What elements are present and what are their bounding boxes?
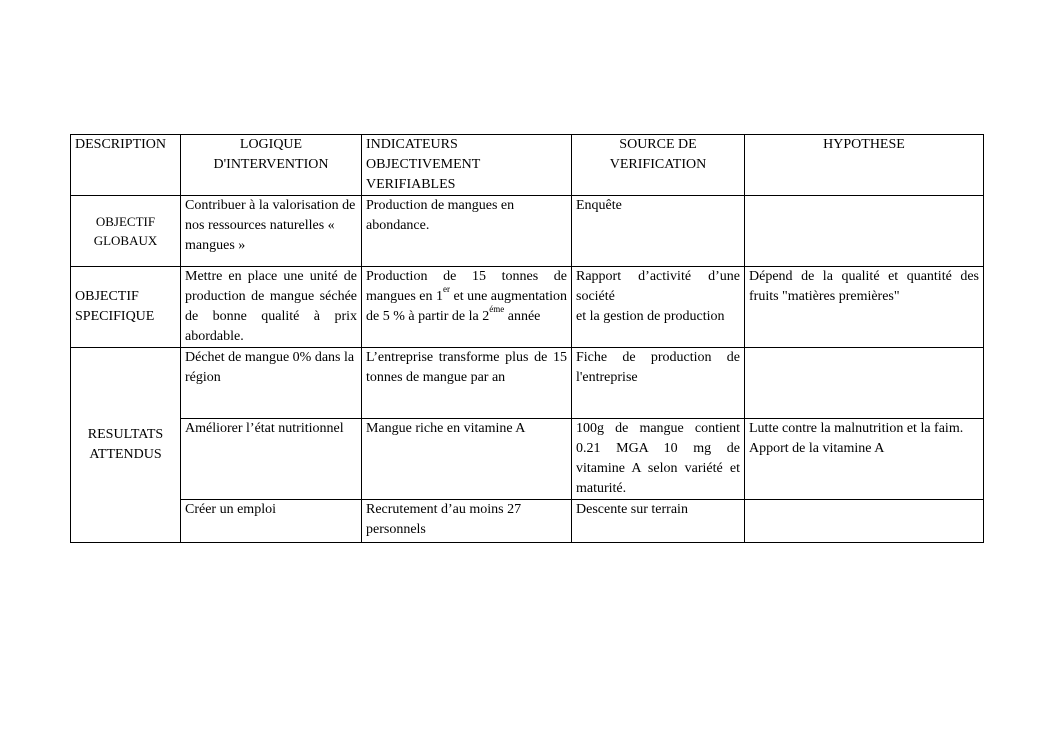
cell-r1-hypothese bbox=[745, 348, 984, 419]
cell-r3-source: Descente sur terrain bbox=[572, 500, 745, 543]
os-indicateurs-part2: et une augmentation de 5 % à partir de la 2 bbox=[366, 289, 568, 324]
row-label-resultats-attendus bbox=[71, 348, 181, 543]
header-source-text: SOURCE DE VERIFICATION bbox=[609, 137, 707, 172]
os-indicateurs-part3: année bbox=[504, 309, 541, 324]
table-row-resultat-3 bbox=[71, 500, 984, 543]
row-label-objectif-specifique-text: OBJECTIF SPECIFIQUE bbox=[75, 289, 155, 324]
header-indicateurs bbox=[362, 135, 572, 196]
table-header-row bbox=[71, 135, 984, 196]
cell-r2-hypothese bbox=[745, 419, 984, 500]
cell-r1-source: Fiche de production de l'entreprise bbox=[572, 348, 745, 419]
table-row-objectif-specifique bbox=[71, 267, 984, 348]
header-description: DESCRIPTION bbox=[71, 135, 181, 196]
os-source-line1: Rapport d’activité d’une société bbox=[576, 269, 740, 304]
row-label-objectif-globaux bbox=[71, 196, 181, 267]
row-label-resultats-text: RESULTATS ATTENDUS bbox=[87, 427, 164, 462]
header-hypothese: HYPOTHESE bbox=[745, 135, 984, 196]
header-logique-intervention bbox=[181, 135, 362, 196]
r2-hypothese-line1: Lutte contre la malnutrition et la faim. bbox=[749, 421, 964, 436]
cell-os-source bbox=[572, 267, 745, 348]
os-indicateurs-part1: Production de 15 tonnes de mangues en 1 bbox=[366, 269, 567, 304]
cell-og-source: Enquête bbox=[572, 196, 745, 267]
row-label-objectif-specifique bbox=[71, 267, 181, 348]
logical-framework-table bbox=[70, 134, 984, 543]
table-row-resultat-2 bbox=[71, 419, 984, 500]
os-indicateurs-sup1: er bbox=[442, 284, 450, 295]
cell-os-hypothese: Dépend de la qualité et quantité des fruits "matières premières" bbox=[745, 267, 984, 348]
cell-os-logique: Mettre en place une unité de production de mangue séchée de bonne qualité à prix abordable. bbox=[181, 267, 362, 348]
os-source-line2: et la gestion de production bbox=[576, 309, 725, 324]
header-logique-text: LOGIQUE D'INTERVENTION bbox=[213, 137, 329, 172]
cell-r2-indicateurs: Mangue riche en vitamine A bbox=[362, 419, 572, 500]
table-row-resultat-1 bbox=[71, 348, 984, 419]
cell-r2-logique: Améliorer l’état nutritionnel bbox=[181, 419, 362, 500]
cell-og-hypothese bbox=[745, 196, 984, 267]
row-label-objectif-globaux-text: OBJECTIF GLOBAUX bbox=[93, 214, 158, 248]
cell-r3-hypothese bbox=[745, 500, 984, 543]
os-indicateurs-sup2: éme bbox=[489, 304, 505, 315]
cell-r3-logique: Créer un emploi bbox=[181, 500, 362, 543]
header-source-verification bbox=[572, 135, 745, 196]
cell-r2-source: 100g de mangue contient 0.21 MGA 10 mg de vitamine A selon variété et maturité. bbox=[572, 419, 745, 500]
cell-og-indicateurs: Production de mangues en abondance. bbox=[362, 196, 572, 267]
table-row-objectif-globaux bbox=[71, 196, 984, 267]
r2-hypothese-line2: Apport de la vitamine A bbox=[749, 441, 885, 456]
cell-r3-indicateurs: Recrutement d’au moins 27 personnels bbox=[362, 500, 572, 543]
cell-os-indicateurs bbox=[362, 267, 572, 348]
header-indicateurs-text: INDICATEURS OBJECTIVEMENT VERIFIABLES bbox=[366, 137, 481, 192]
cell-r1-logique: Déchet de mangue 0% dans la région bbox=[181, 348, 362, 419]
cell-og-logique: Contribuer à la valorisation de nos ressources naturelles « mangues » bbox=[181, 196, 362, 267]
cell-r1-indicateurs: L’entreprise transforme plus de 15 tonnes de mangue par an bbox=[362, 348, 572, 419]
